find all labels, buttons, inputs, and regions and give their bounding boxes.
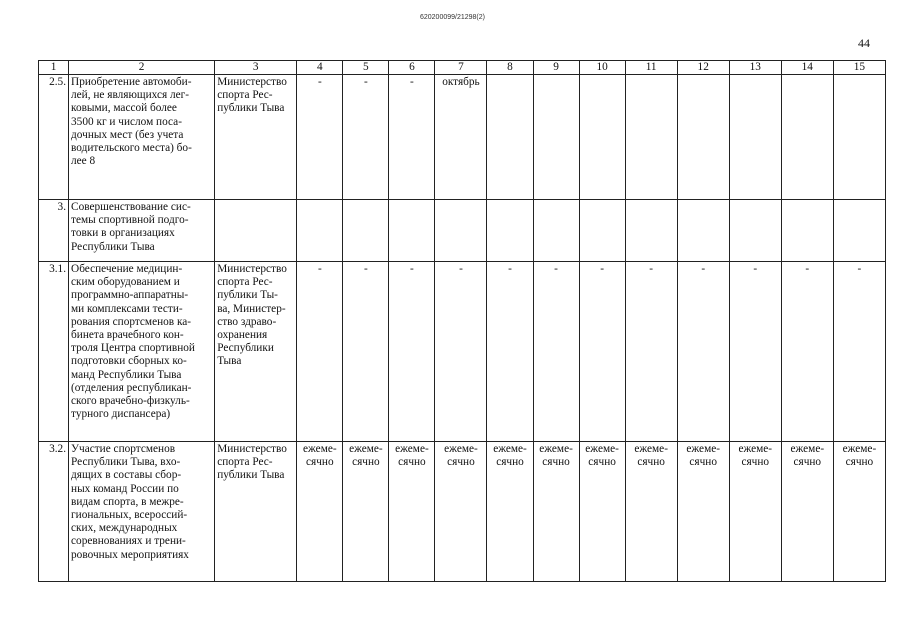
schedule-cell-col-8 bbox=[487, 200, 533, 262]
schedule-cell-col-6: - bbox=[389, 75, 435, 200]
responsible-party-line: охранения bbox=[217, 329, 268, 342]
header-cell-4: 4 bbox=[297, 61, 343, 75]
header-cell-13: 13 bbox=[729, 61, 781, 75]
schedule-cell-col-12 bbox=[677, 442, 729, 582]
header-cell-7: 7 bbox=[435, 61, 487, 75]
row-number: 3.2. bbox=[39, 442, 69, 582]
schedule-cell-line: сячно bbox=[588, 456, 616, 469]
header-cell-1: 1 bbox=[39, 61, 69, 75]
header-cell-11: 11 bbox=[625, 61, 677, 75]
responsible-party-line: ва, Министер- bbox=[217, 302, 286, 315]
schedule-cell-col-5 bbox=[343, 442, 389, 582]
schedule-cell-line: ежеме- bbox=[303, 443, 337, 455]
schedule-cell-col-6: - bbox=[389, 262, 435, 442]
schedule-cell-col-13: - bbox=[729, 262, 781, 442]
activity-name-line: подготовки сборных ко- bbox=[71, 355, 187, 368]
schedule-cell-col-15: - bbox=[833, 262, 885, 442]
schedule-cell-line: ежеме- bbox=[349, 443, 383, 455]
activity-name-line: Совершенствование сис- bbox=[71, 201, 191, 213]
responsible-party-line: спорта Рес- bbox=[217, 89, 273, 102]
activity-name-line: лей, не являющихся лег- bbox=[71, 89, 190, 102]
schedule-cell-col-9 bbox=[533, 442, 579, 582]
activity-name bbox=[69, 75, 215, 200]
activity-name-line: товки в организациях bbox=[71, 227, 175, 240]
header-cell-15: 15 bbox=[833, 61, 885, 75]
schedule-cell-line: ежеме- bbox=[395, 443, 429, 455]
schedule-cell-line: ежеме- bbox=[842, 443, 877, 455]
activity-name-line: ского врачебно-физкуль- bbox=[71, 395, 190, 408]
responsible-party bbox=[215, 200, 297, 262]
activity-name-line: ских, международных bbox=[71, 522, 178, 535]
schedule-cell-line: сячно bbox=[352, 456, 380, 469]
schedule-cell-col-9 bbox=[533, 200, 579, 262]
header-row bbox=[39, 61, 886, 75]
schedule-cell-line: сячно bbox=[447, 456, 475, 469]
plan-table bbox=[38, 60, 886, 582]
schedule-cell-col-10: - bbox=[579, 262, 625, 442]
responsible-party bbox=[215, 442, 297, 582]
schedule-cell-col-4: - bbox=[297, 262, 343, 442]
activity-name bbox=[69, 442, 215, 582]
schedule-cell-line: сячно bbox=[306, 456, 334, 469]
activity-name-line: соревнованиях и трени- bbox=[71, 535, 186, 548]
activity-name-line: дящих в составы сбор- bbox=[71, 469, 182, 482]
responsible-party-line: ство здраво- bbox=[217, 315, 277, 328]
activity-name-line: Республики Тыва, вхо- bbox=[71, 456, 181, 469]
schedule-cell-col-7: - bbox=[435, 262, 487, 442]
activity-name-line: гиональных, всероссий- bbox=[71, 509, 188, 522]
header-cell-12: 12 bbox=[677, 61, 729, 75]
schedule-cell-col-12 bbox=[677, 200, 729, 262]
header-cell-10: 10 bbox=[579, 61, 625, 75]
header-cell-3: 3 bbox=[215, 61, 297, 75]
schedule-cell-col-6 bbox=[389, 442, 435, 582]
schedule-cell-col-7 bbox=[435, 442, 487, 582]
responsible-party-line: публики Тыва bbox=[217, 102, 285, 115]
schedule-cell-col-5: - bbox=[343, 75, 389, 200]
schedule-cell-line: ежеме- bbox=[790, 443, 825, 455]
responsible-party-line: Министерство bbox=[217, 263, 287, 275]
schedule-cell-col-10 bbox=[579, 75, 625, 200]
schedule-cell-line: сячно bbox=[542, 456, 570, 469]
activity-name-line: Приобретение автомоби- bbox=[71, 76, 192, 88]
header-cell-6: 6 bbox=[389, 61, 435, 75]
schedule-cell-line: сячно bbox=[793, 456, 822, 469]
activity-name-line: Обеспечение медицин- bbox=[71, 263, 183, 275]
schedule-cell-col-12 bbox=[677, 75, 729, 200]
responsible-party-line: публики Тыва bbox=[217, 469, 285, 482]
schedule-cell-col-9 bbox=[533, 75, 579, 200]
schedule-cell-col-15 bbox=[833, 442, 885, 582]
responsible-party-line: публики Ты- bbox=[217, 289, 278, 302]
schedule-cell-line: ежеме- bbox=[444, 443, 478, 455]
activity-name-line: ми комплексами тести- bbox=[71, 302, 183, 315]
header-cell-2: 2 bbox=[69, 61, 215, 75]
schedule-cell-col-8 bbox=[487, 442, 533, 582]
schedule-cell-line: ежеме- bbox=[585, 443, 619, 455]
schedule-cell-col-10 bbox=[579, 442, 625, 582]
schedule-cell-col-12: - bbox=[677, 262, 729, 442]
schedule-cell-col-14 bbox=[781, 75, 833, 200]
schedule-cell-col-9: - bbox=[533, 262, 579, 442]
schedule-cell-line: сячно bbox=[398, 456, 426, 469]
responsible-party-line: Тыва bbox=[217, 355, 242, 368]
schedule-cell-col-6 bbox=[389, 200, 435, 262]
schedule-cell-col-13 bbox=[729, 75, 781, 200]
document-id: 620200099/21298(2) bbox=[419, 14, 485, 21]
schedule-cell-col-11 bbox=[625, 75, 677, 200]
row-number: 2.5. bbox=[39, 75, 69, 200]
responsible-party bbox=[215, 262, 297, 442]
schedule-cell-line: ежеме- bbox=[738, 443, 773, 455]
schedule-cell-col-5: - bbox=[343, 262, 389, 442]
activity-name-line: (отделения республикан- bbox=[71, 381, 192, 394]
schedule-cell-col-11 bbox=[625, 442, 677, 582]
activity-name-line: лее 8 bbox=[71, 155, 96, 168]
page-number: 44 bbox=[858, 36, 870, 50]
schedule-cell-line: сячно bbox=[689, 456, 717, 469]
header-cell-5: 5 bbox=[343, 61, 389, 75]
activity-name-line: манд Республики Тыва bbox=[71, 368, 182, 381]
schedule-cell-col-4: - bbox=[297, 75, 343, 200]
schedule-cell-col-7: октябрь bbox=[435, 75, 487, 200]
schedule-cell-col-11: - bbox=[625, 262, 677, 442]
table-row bbox=[39, 262, 886, 442]
activity-name-line: 3500 кг и числом поса- bbox=[71, 115, 182, 128]
activity-name-line: ровочных мероприятиях bbox=[71, 548, 189, 561]
schedule-cell-col-4 bbox=[297, 200, 343, 262]
activity-name-line: дочных мест (без учета bbox=[71, 128, 184, 141]
row-number: 3. bbox=[39, 200, 69, 262]
schedule-cell-col-4 bbox=[297, 442, 343, 582]
schedule-cell-col-14 bbox=[781, 200, 833, 262]
schedule-cell-col-7 bbox=[435, 200, 487, 262]
responsible-party bbox=[215, 75, 297, 200]
schedule-cell-line: сячно bbox=[845, 456, 874, 469]
activity-name-line: турного диспансера) bbox=[71, 408, 171, 421]
activity-name-line: троля Центра спортивной bbox=[71, 342, 195, 355]
schedule-cell-col-11 bbox=[625, 200, 677, 262]
header-cell-8: 8 bbox=[487, 61, 533, 75]
schedule-cell-col-8 bbox=[487, 75, 533, 200]
schedule-cell-col-8: - bbox=[487, 262, 533, 442]
schedule-cell-line: ежеме- bbox=[539, 443, 573, 455]
schedule-cell-line: сячно bbox=[496, 456, 524, 469]
header-cell-9: 9 bbox=[533, 61, 579, 75]
table-row bbox=[39, 442, 886, 582]
activity-name-line: видам спорта, в межре- bbox=[71, 495, 184, 508]
activity-name-line: ковыми, массой более bbox=[71, 102, 177, 115]
table-row bbox=[39, 200, 886, 262]
activity-name bbox=[69, 200, 215, 262]
schedule-cell-line: ежеме- bbox=[634, 443, 668, 455]
activity-name-line: бинета врачебного кон- bbox=[71, 329, 184, 342]
responsible-party-line: спорта Рес- bbox=[217, 276, 273, 289]
activity-name bbox=[69, 262, 215, 442]
schedule-cell-col-14: - bbox=[781, 262, 833, 442]
schedule-cell-line: сячно bbox=[741, 456, 770, 469]
schedule-cell-col-14 bbox=[781, 442, 833, 582]
responsible-party-line: Министерство bbox=[217, 443, 287, 455]
responsible-party-line: Республики bbox=[217, 342, 274, 355]
responsible-party-line: спорта Рес- bbox=[217, 456, 273, 469]
activity-name-line: ных команд России по bbox=[71, 482, 179, 495]
schedule-cell-col-5 bbox=[343, 200, 389, 262]
activity-name-line: рования спортсменов ка- bbox=[71, 315, 192, 328]
schedule-cell-col-15 bbox=[833, 75, 885, 200]
responsible-party-line: Министерство bbox=[217, 76, 287, 88]
schedule-cell-col-13 bbox=[729, 442, 781, 582]
schedule-cell-line: ежеме- bbox=[686, 443, 720, 455]
activity-name-line: Участие спортсменов bbox=[71, 443, 176, 455]
row-number: 3.1. bbox=[39, 262, 69, 442]
activity-name-line: темы спортивной подго- bbox=[71, 214, 189, 227]
schedule-cell-col-15 bbox=[833, 200, 885, 262]
schedule-cell-col-13 bbox=[729, 200, 781, 262]
activity-name-line: ским оборудованием и bbox=[71, 276, 180, 289]
schedule-cell-line: сячно bbox=[637, 456, 665, 469]
schedule-cell-col-10 bbox=[579, 200, 625, 262]
schedule-cell-line: ежеме- bbox=[493, 443, 527, 455]
activity-name-line: водительского места) бо- bbox=[71, 142, 192, 155]
activity-name-line: программно-аппаратны- bbox=[71, 289, 189, 302]
activity-name-line: Республики Тыва bbox=[71, 240, 155, 253]
header-cell-14: 14 bbox=[781, 61, 833, 75]
table-row bbox=[39, 75, 886, 200]
